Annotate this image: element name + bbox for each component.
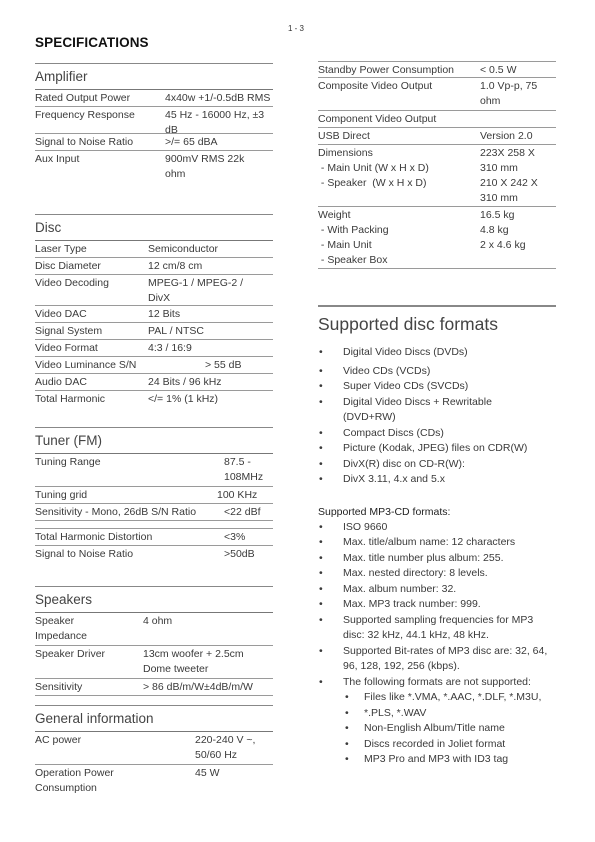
spec-row (35, 340, 273, 357)
list-item: • MP3 Pro and MP3 with ID3 tag (343, 752, 556, 768)
spec-label: Total Harmonic (35, 393, 106, 405)
speakers-heading: Speakers (35, 586, 273, 613)
list-item: • Non-English Album/Title name (343, 721, 556, 737)
spec-row (35, 546, 273, 563)
spec-value: 12 cm/8 cm (148, 260, 203, 272)
spec-row (318, 61, 556, 78)
spec-row (35, 134, 273, 151)
spec-value: 4.8 kg (480, 224, 509, 236)
spec-value: 220-240 V ~, 50/60 Hz (195, 734, 256, 761)
spec-row (318, 128, 556, 145)
page-number: 1 - 3 (288, 24, 305, 33)
spec-value: 2 x 4.6 kg (480, 239, 526, 251)
spec-label: Signal System (35, 325, 103, 337)
spec-value: <22 dBf (224, 506, 261, 518)
spec-label: - With Packing (318, 224, 389, 236)
spec-value: 1.0 Vp-p, 75 ohm (480, 80, 538, 107)
speakers-section (35, 586, 273, 696)
spec-label: AC power (35, 734, 82, 746)
spec-label: Tuning grid (35, 489, 88, 501)
spec-row (35, 357, 273, 374)
spec-row (35, 529, 273, 546)
list-item: • DivX(R) disc on CD-R(W): (318, 457, 556, 473)
list-item: • Max. nested directory: 8 levels. (318, 566, 556, 582)
spec-row (35, 90, 273, 107)
spec-value: >50dB (224, 548, 255, 560)
page-title: SPECIFICATIONS (35, 35, 149, 50)
spec-label: - Speaker (W x H x D) (318, 177, 427, 189)
list-item: • Max. MP3 track number: 999. (318, 597, 556, 613)
disc-section (35, 214, 273, 408)
disc-format-list (318, 345, 556, 488)
spec-value: < 0.5 W (480, 64, 517, 76)
spec-row (35, 374, 273, 391)
list-item: • DivX 3.11, 4.x and 5.x (318, 472, 556, 488)
spec-row (318, 237, 556, 252)
spec-label: Operation Power Consumption (35, 767, 114, 794)
spec-label: Dimensions (318, 147, 373, 159)
spec-label: Composite Video Output (318, 80, 433, 92)
spec-value: Version 2.0 (480, 130, 533, 142)
spec-value: 100 KHz (217, 489, 258, 501)
list-item: • Files like *.VMA, *.AAC, *.DLF, *.M3U, (343, 690, 556, 706)
spec-label: Video Luminance S/N (35, 359, 137, 371)
spec-value: 4x40w +1/-0.5dB RMS (165, 92, 271, 104)
row-divider (35, 521, 273, 529)
spec-row (35, 504, 273, 521)
list-item: • Supported Bit-rates of MP3 disc are: 32, 64, 96, 128, 192, 256 (kbps). (318, 644, 556, 675)
spec-label: Speaker Driver (35, 648, 106, 660)
spec-row (35, 323, 273, 340)
spec-label: Rated Output Power (35, 92, 131, 104)
list-item (318, 675, 556, 768)
spec-row (35, 391, 273, 408)
spec-label: Speaker Impedance (35, 615, 87, 642)
spec-row (35, 679, 273, 696)
spec-label: Laser Type (35, 243, 87, 255)
spec-label: Disc Diameter (35, 260, 101, 272)
spec-value: 16.5 kg (480, 209, 515, 221)
right-specs-section (318, 61, 556, 269)
spec-value: 24 Bits / 96 kHz (148, 376, 222, 388)
spec-row (35, 613, 273, 646)
spec-row (35, 306, 273, 323)
spec-value: PAL / NTSC (148, 325, 205, 337)
list-item: • Supported sampling frequencies for MP3 disc: 32 kHz, 44.1 kHz, 48 kHz. (318, 613, 556, 644)
spec-label: Video Format (35, 342, 98, 354)
list-item: • ISO 9660 (318, 520, 556, 536)
spec-label: Aux Input (35, 153, 80, 165)
spec-value: 310 mm (480, 162, 518, 174)
spec-value: > 86 dB/m/W±4dB/m/W (143, 681, 253, 693)
disc-formats-heading: Supported disc formats (318, 305, 556, 345)
list-item: • Digital Video Discs (DVDs) (318, 345, 556, 361)
spec-row (35, 275, 273, 306)
spec-label: Standby Power Consumption (318, 64, 454, 76)
list-item-text: The following formats are not supported: (343, 675, 531, 688)
spec-label: Component Video Output (318, 113, 437, 125)
tuner-section (35, 427, 273, 563)
list-item: • Picture (Kodak, JPEG) files on CDR(W) (318, 441, 556, 457)
list-item: • Max. album number: 32. (318, 582, 556, 598)
spec-value: 87.5 - 108MHz (224, 456, 264, 483)
spec-row (35, 241, 273, 258)
spec-row (318, 222, 556, 237)
spec-value: 45 Hz - 16000 Hz, ±3 dB (165, 109, 265, 136)
spec-row (318, 145, 556, 160)
unsupported-format-list (343, 690, 556, 768)
spec-row (35, 454, 273, 487)
list-item: • Video CDs (VCDs) (318, 364, 556, 380)
spec-value: 45 W (195, 767, 220, 779)
spec-label: Sensitivity (35, 681, 83, 693)
spec-row (318, 207, 556, 222)
spec-value: 223X 258 X (480, 147, 535, 159)
spec-value: Semiconductor (148, 243, 219, 255)
spec-value: 4:3 / 16:9 (148, 342, 192, 354)
spec-value: 900mV RMS 22k ohm (165, 153, 245, 180)
spec-label: - Main Unit (W x H x D) (318, 162, 429, 174)
spec-label: Video Decoding (35, 277, 109, 289)
spec-value: > 55 dB (205, 359, 242, 371)
spec-row (318, 190, 556, 207)
list-item: • Discs recorded in Joliet format (343, 737, 556, 753)
spec-value: 12 Bits (148, 308, 181, 320)
spec-label: Signal to Noise Ratio (35, 548, 134, 560)
spec-value: 4 ohm (143, 615, 173, 627)
list-item: • Super Video CDs (SVCDs) (318, 379, 556, 395)
spec-label: Audio DAC (35, 376, 87, 388)
spec-label: Weight (318, 209, 351, 221)
amplifier-section (35, 63, 273, 185)
disc-formats-section (318, 305, 556, 768)
spec-label: Frequency Response (35, 109, 135, 121)
list-item: • *.PLS, *.WAV (343, 706, 556, 722)
list-item: • Max. title number plus album: 255. (318, 551, 556, 567)
spec-row (318, 78, 556, 111)
mp3-format-list (318, 520, 556, 768)
amplifier-heading: Amplifier (35, 63, 273, 90)
mp3-formats-heading: Supported MP3-CD formats: (318, 505, 451, 518)
spec-row (35, 732, 273, 765)
spec-label: USB Direct (318, 130, 370, 142)
disc-heading: Disc (35, 214, 273, 241)
spec-label: Sensitivity - Mono, 26dB S/N Ratio (35, 506, 197, 518)
general-heading: General information (35, 705, 273, 732)
spec-row (318, 160, 556, 175)
spec-label: Video DAC (35, 308, 87, 320)
spec-value: <3% (224, 531, 246, 543)
spec-label: Signal to Noise Ratio (35, 136, 134, 148)
spec-row (35, 765, 273, 798)
spec-label: - Main Unit (318, 239, 372, 251)
spec-label: Tuning Range (35, 456, 101, 468)
spec-row (318, 252, 556, 269)
spec-row (35, 151, 273, 185)
spec-row (35, 258, 273, 275)
general-section (35, 705, 273, 798)
spec-value: MPEG-1 / MPEG-2 / DivX (148, 277, 244, 304)
list-item: • Max. title/album name: 12 characters (318, 535, 556, 551)
spec-value: 210 X 242 X (480, 177, 538, 189)
spec-row (35, 107, 273, 134)
spec-label: - Speaker Box (318, 254, 388, 266)
spec-value: 310 mm (480, 192, 518, 204)
spec-value: </= 1% (1 kHz) (148, 393, 219, 405)
spec-value: 13cm woofer + 2.5cm Dome tweeter (143, 648, 244, 675)
spec-value: >/= 65 dBA (165, 136, 218, 148)
spec-row (318, 175, 556, 190)
spec-row (35, 646, 273, 679)
spec-row (318, 111, 556, 128)
spec-label: Total Harmonic Distortion (35, 531, 153, 543)
spec-row (35, 487, 273, 504)
list-item: • Digital Video Discs + Rewritable (DVD+RW) (318, 395, 518, 426)
list-item: • Compact Discs (CDs) (318, 426, 556, 442)
tuner-heading: Tuner (FM) (35, 427, 273, 454)
